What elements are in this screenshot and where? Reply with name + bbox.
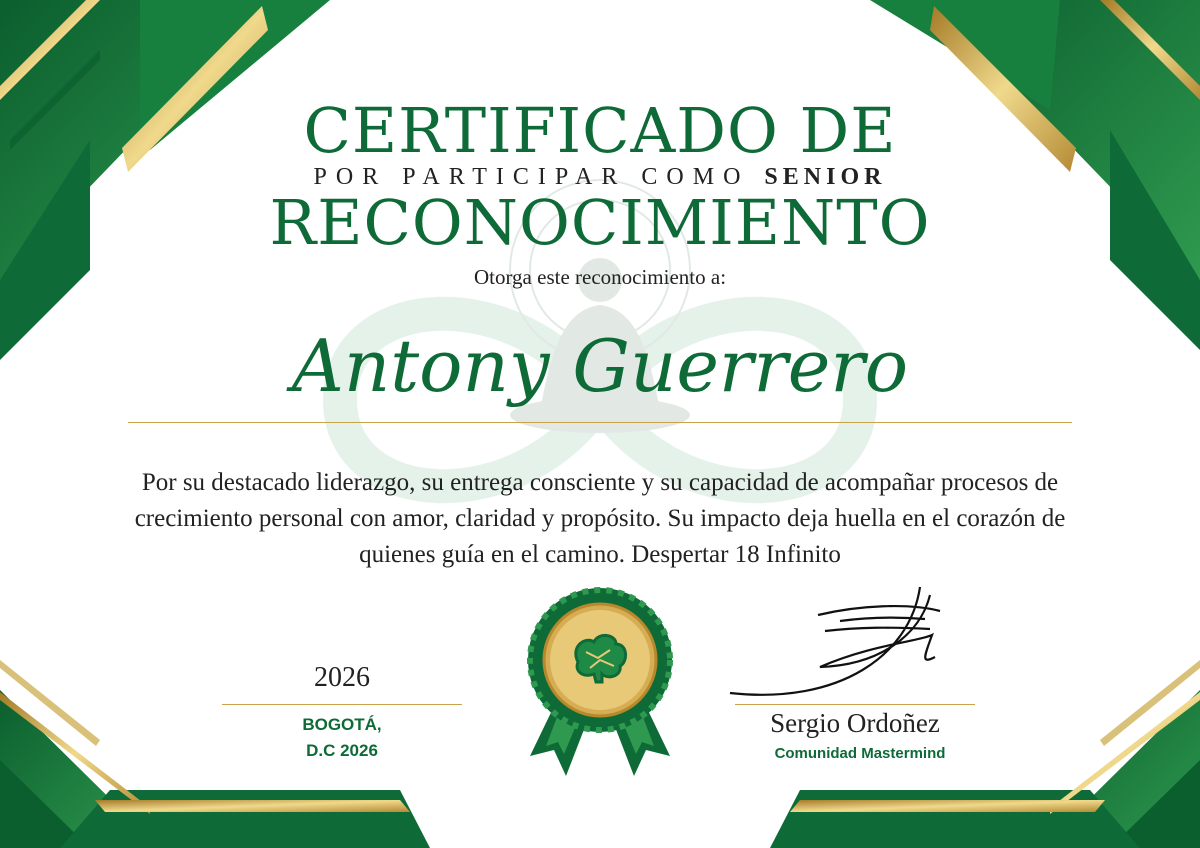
- city-line2: D.C 2026: [306, 741, 378, 760]
- award-ribbon-icon: [520, 586, 680, 786]
- city-line1: BOGOTÁ,: [302, 715, 382, 734]
- certificate-year: 2026: [314, 662, 370, 693]
- grant-text: Otorga este reconocimiento a:: [473, 265, 727, 289]
- certificate-body: Por su destacado liderazgo, su entrega consciente y su capacidad de acompañar procesos de crecimiento personal con amor, claridad y propósito. Su impacto deja huella en el corazón de quienes guía en el camino. Despertar 18 Infinito: [134, 469, 1066, 568]
- signature-icon: [720, 575, 960, 725]
- name-underline: [128, 422, 1072, 423]
- recipient-name: Antony Guerrero: [291, 324, 909, 408]
- subtitle-prefix: POR PARTICIPAR COMO: [313, 164, 750, 190]
- certificate-title-line2: RECONOCIMIENTO: [269, 186, 931, 259]
- year-underline: [222, 704, 462, 705]
- certificate-title-line1: CERTIFICADO DE: [303, 94, 897, 167]
- signer-organization: Comunidad Mastermind: [774, 745, 946, 762]
- subtitle-role: SENIOR: [764, 164, 887, 190]
- signer-name: Sergio Ordoñez: [770, 708, 940, 738]
- signature-line: [735, 704, 975, 705]
